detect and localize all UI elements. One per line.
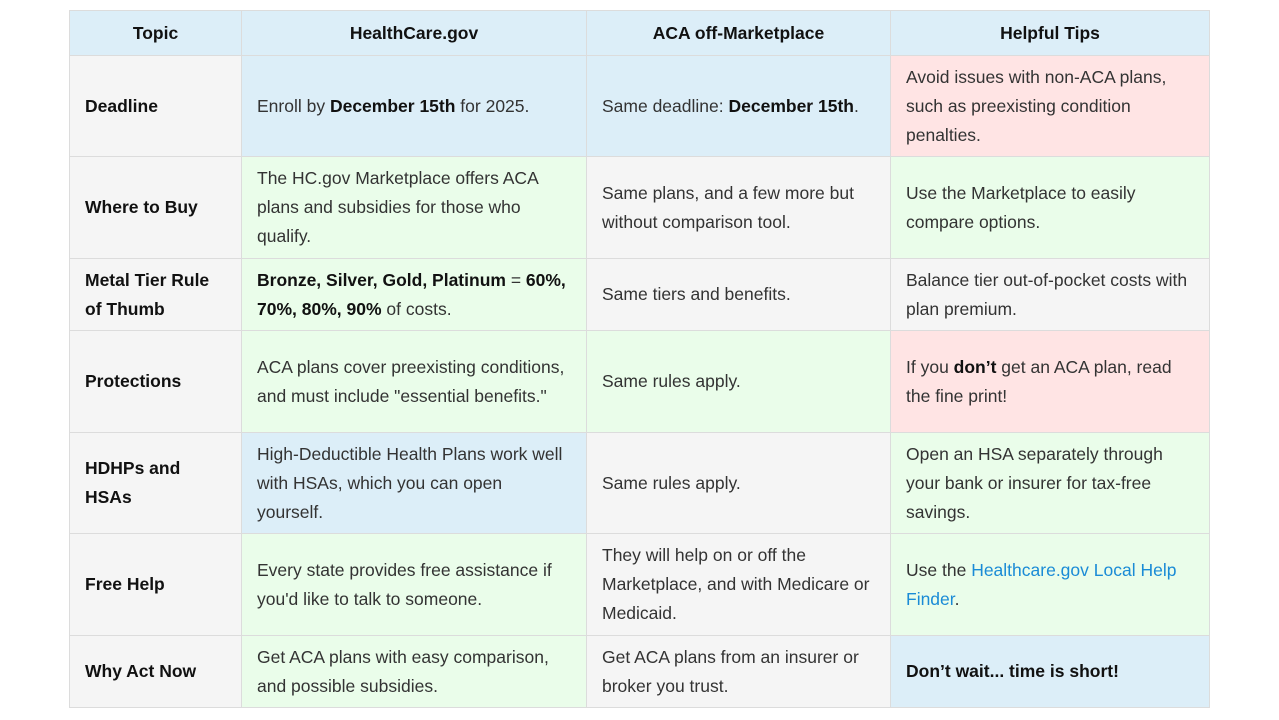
cell-helpful-tip: Use the Marketplace to easily compare options. bbox=[891, 157, 1210, 259]
local-help-finder-link[interactable]: Healthcare.gov Local Help Finder bbox=[906, 559, 1177, 609]
cell-helpful-tip: Use the Healthcare.gov Local Help Finder. bbox=[891, 534, 1210, 636]
table-row bbox=[70, 157, 1210, 259]
cell-off-marketplace: Same plans, and a few more but without comparison tool. bbox=[587, 157, 891, 259]
header-helpful-tips: Helpful Tips bbox=[891, 11, 1210, 56]
row-topic: HDHPs and HSAs bbox=[70, 433, 242, 534]
cell-off-marketplace: Same rules apply. bbox=[587, 331, 891, 433]
cell-off-marketplace: They will help on or off the Marketplace, and with Medicare or Medicaid. bbox=[587, 534, 891, 636]
aca-comparison-table bbox=[69, 10, 1210, 708]
cell-healthcare-gov: ACA plans cover preexisting conditions, and must include "essential benefits." bbox=[242, 331, 587, 433]
row-topic: Why Act Now bbox=[70, 636, 242, 708]
table-row bbox=[70, 433, 1210, 534]
header-healthcare-gov: HealthCare.gov bbox=[242, 11, 587, 56]
table-row bbox=[70, 259, 1210, 331]
cell-off-marketplace: Same deadline: December 15th. bbox=[587, 56, 891, 157]
cell-healthcare-gov: Every state provides free assistance if you'd like to talk to someone. bbox=[242, 534, 587, 636]
cell-healthcare-gov: Bronze, Silver, Gold, Platinum = 60%, 70%, 80%, 90% of costs. bbox=[242, 259, 587, 331]
cell-healthcare-gov: Enroll by December 15th for 2025. bbox=[242, 56, 587, 157]
cell-healthcare-gov: Get ACA plans with easy comparison, and possible subsidies. bbox=[242, 636, 587, 708]
row-topic: Metal Tier Rule of Thumb bbox=[70, 259, 242, 331]
row-topic: Protections bbox=[70, 331, 242, 433]
cell-helpful-tip: Don’t wait... time is short! bbox=[891, 636, 1210, 708]
table-row bbox=[70, 534, 1210, 636]
table-row bbox=[70, 56, 1210, 157]
header-row bbox=[70, 11, 1210, 56]
cell-off-marketplace: Same rules apply. bbox=[587, 433, 891, 534]
header-topic: Topic bbox=[70, 11, 242, 56]
row-topic: Deadline bbox=[70, 56, 242, 157]
cell-healthcare-gov: High-Deductible Health Plans work well with HSAs, which you can open yourself. bbox=[242, 433, 587, 534]
table-row bbox=[70, 331, 1210, 433]
cell-off-marketplace: Same tiers and benefits. bbox=[587, 259, 891, 331]
cell-helpful-tip: If you don’t get an ACA plan, read the fine print! bbox=[891, 331, 1210, 433]
table-row bbox=[70, 636, 1210, 708]
cell-helpful-tip: Balance tier out-of-pocket costs with plan premium. bbox=[891, 259, 1210, 331]
header-off-marketplace: ACA off-Marketplace bbox=[587, 11, 891, 56]
row-topic: Where to Buy bbox=[70, 157, 242, 259]
cell-off-marketplace: Get ACA plans from an insurer or broker you trust. bbox=[587, 636, 891, 708]
cell-helpful-tip: Avoid issues with non-ACA plans, such as preexisting condition penalties. bbox=[891, 56, 1210, 157]
cell-helpful-tip: Open an HSA separately through your bank or insurer for tax-free savings. bbox=[891, 433, 1210, 534]
cell-healthcare-gov: The HC.gov Marketplace offers ACA plans and subsidies for those who qualify. bbox=[242, 157, 587, 259]
row-topic: Free Help bbox=[70, 534, 242, 636]
